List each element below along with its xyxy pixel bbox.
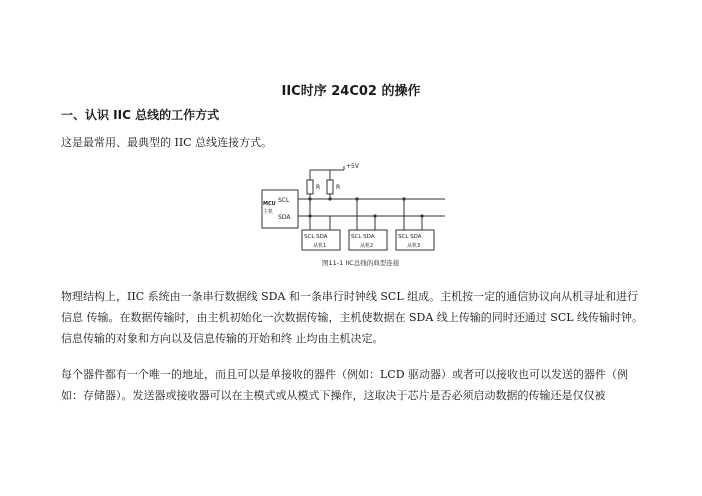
mcu-pin-scl: SCL [278, 197, 290, 204]
slave-3-pins: SCL SDA [398, 234, 422, 240]
slave-1-pins: SCL SDA [304, 234, 328, 240]
resistor-label-1: R [316, 184, 321, 191]
paragraph-physical-structure: 物理结构上，IIC 系统由一条串行数据线 SDA 和一条串行时钟线 SCL 组成。主机按一定的通信协议向从机寻址和进行信息 传输。在数据传输时，由主机初始化一次数据传输，主机使数据在 SDA 线上传输的同时还通过 SCL 线传输时钟。信息传输的对象和方向以及信息传输的开始和终 止均由主机决定。 [61, 290, 644, 345]
paragraph-device-address: 每个器件都有一个唯一的地址，而且可以是单接收的器件（例如：LCD 驱动器）或者可以接收也可以发送的器件（例如：存储器）。发送器或接收器可以在主模式或从模式下操作，这取决于芯片是否必须启动数据的传输还是仅仅被 [61, 368, 629, 402]
section-heading: 一、认识 IIC 总线的工作方式 [61, 108, 220, 122]
iic-bus-diagram [257, 158, 449, 270]
mcu-sub-label: 主机 [263, 209, 274, 215]
supply-label: +5V [346, 163, 359, 170]
intro-text: 这是最常用、最典型的 IIC 总线连接方式。 [61, 136, 273, 149]
slave-2-pins: SCL SDA [351, 234, 375, 240]
figure-caption: 图11-1 IIC总线的典型连接 [322, 259, 400, 267]
slave-1-name: 从机1 [313, 243, 327, 249]
slave-2-name: 从机2 [360, 243, 374, 249]
resistor-label-2: R [336, 184, 341, 191]
mcu-pin-sda: SDA [278, 214, 291, 221]
pullup-resistor-1 [307, 180, 313, 194]
mcu-label: MCU [263, 201, 276, 207]
pullup-resistor-2 [327, 180, 333, 194]
document-title: IIC时序 24C02 的操作 [281, 84, 421, 99]
slave-3-name: 从机3 [407, 243, 421, 249]
